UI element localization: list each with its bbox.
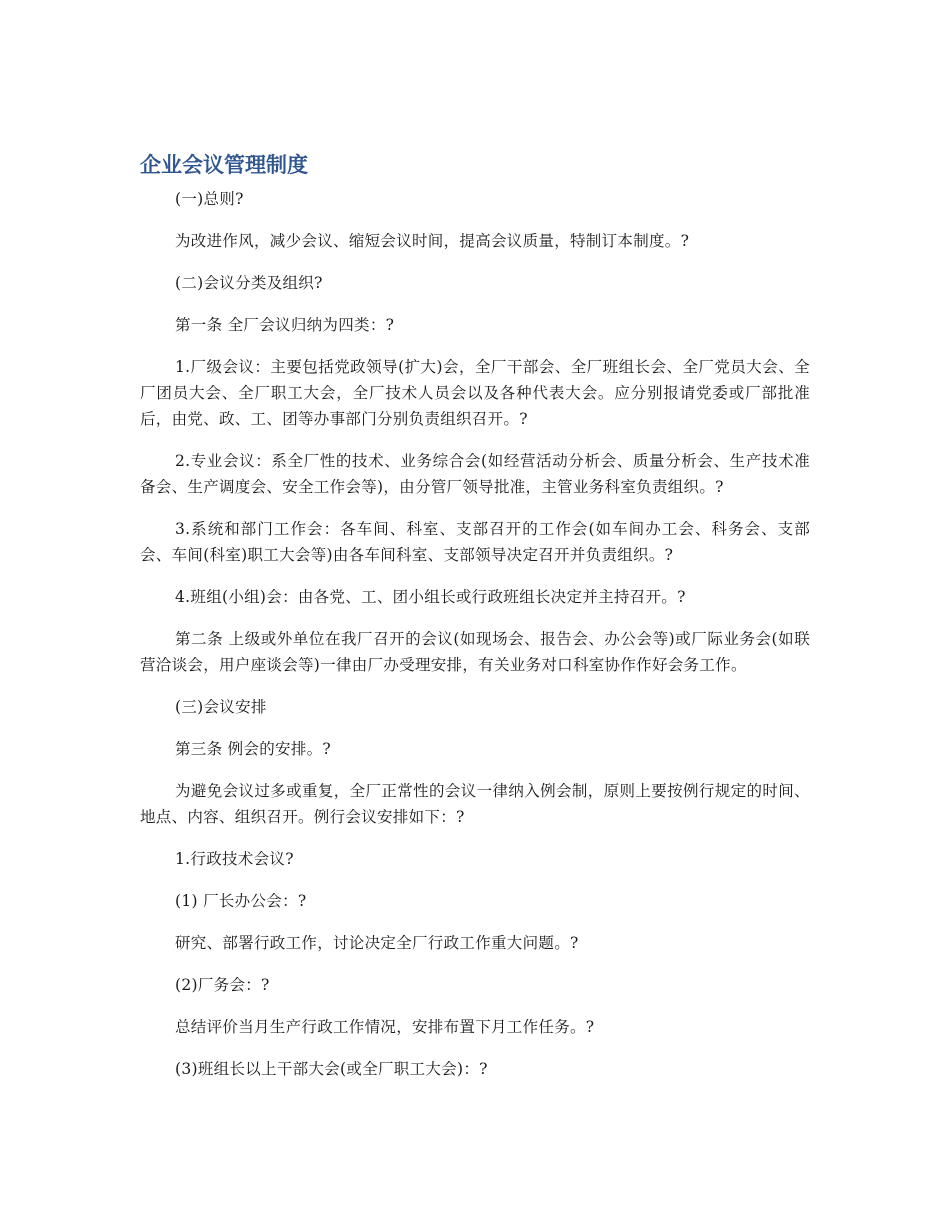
paragraph: 第二条 上级或外单位在我厂召开的会议(如现场会、报告会、办公会等)或厂际业务会(如联营洽谈会，用户座谈会等)一律由厂办受理安排，有关业务对口科室协作作好会务工作。 (140, 630, 810, 674)
article-heading: 第一条 全厂会议归纳为四类：? (175, 316, 395, 334)
list-item: (2)厂务会：? (175, 976, 270, 994)
paragraph: 3.系统和部门工作会：各车间、科室、支部召开的工作会(如车间办工会、科务会、支部会、车间(科室)职工大会等)由各车间科室、支部领导决定召开并负责组织。? (140, 520, 810, 564)
paragraph: 总结评价当月生产行政工作情况，安排布置下月工作任务。? (175, 1018, 595, 1036)
list-item: (3)班组长以上干部大会(或全厂职工大会)：? (175, 1060, 488, 1078)
paragraph: 1.厂级会议：主要包括党政领导(扩大)会，全厂干部会、全厂班组长会、全厂党员大会、全厂团员大会、全厂职工大会，全厂技术人员会以及各种代表大会。应分别报请党委或厂部批准后，由党、政、工、团等办事部门分别负责组织召开。? (140, 358, 810, 428)
document-body (140, 148, 810, 1098)
paragraph: 为避免会议过多或重复，全厂正常性的会议一律纳入例会制，原则上要按例行规定的时间、地点、内容、组织召开。例行会议安排如下：? (140, 782, 810, 826)
section-heading-arrangement: (三)会议安排 (175, 698, 267, 716)
document-title: 企业会议管理制度 (140, 153, 308, 177)
paragraph: 研究、部署行政工作，讨论决定全厂行政工作重大问题。? (175, 934, 579, 952)
list-item: (1) 厂长办公会：? (175, 892, 307, 910)
section-heading-general: (一)总则? (175, 190, 244, 208)
article-heading: 第三条 例会的安排。? (175, 740, 332, 758)
section-heading-classification: (二)会议分类及组织? (175, 274, 323, 292)
list-heading: 1.行政技术会议? (175, 850, 294, 868)
paragraph: 为改进作风，减少会议、缩短会议时间，提高会议质量，特制订本制度。? (175, 232, 690, 250)
paragraph: 2.专业会议：系全厂性的技术、业务综合会(如经营活动分析会、质量分析会、生产技术准备会、生产调度会、安全工作会等)，由分管厂领导批准，主管业务科室负责组织。? (140, 452, 810, 496)
paragraph: 4.班组(小组)会：由各党、工、团小组长或行政班组长决定并主持召开。? (175, 588, 686, 606)
